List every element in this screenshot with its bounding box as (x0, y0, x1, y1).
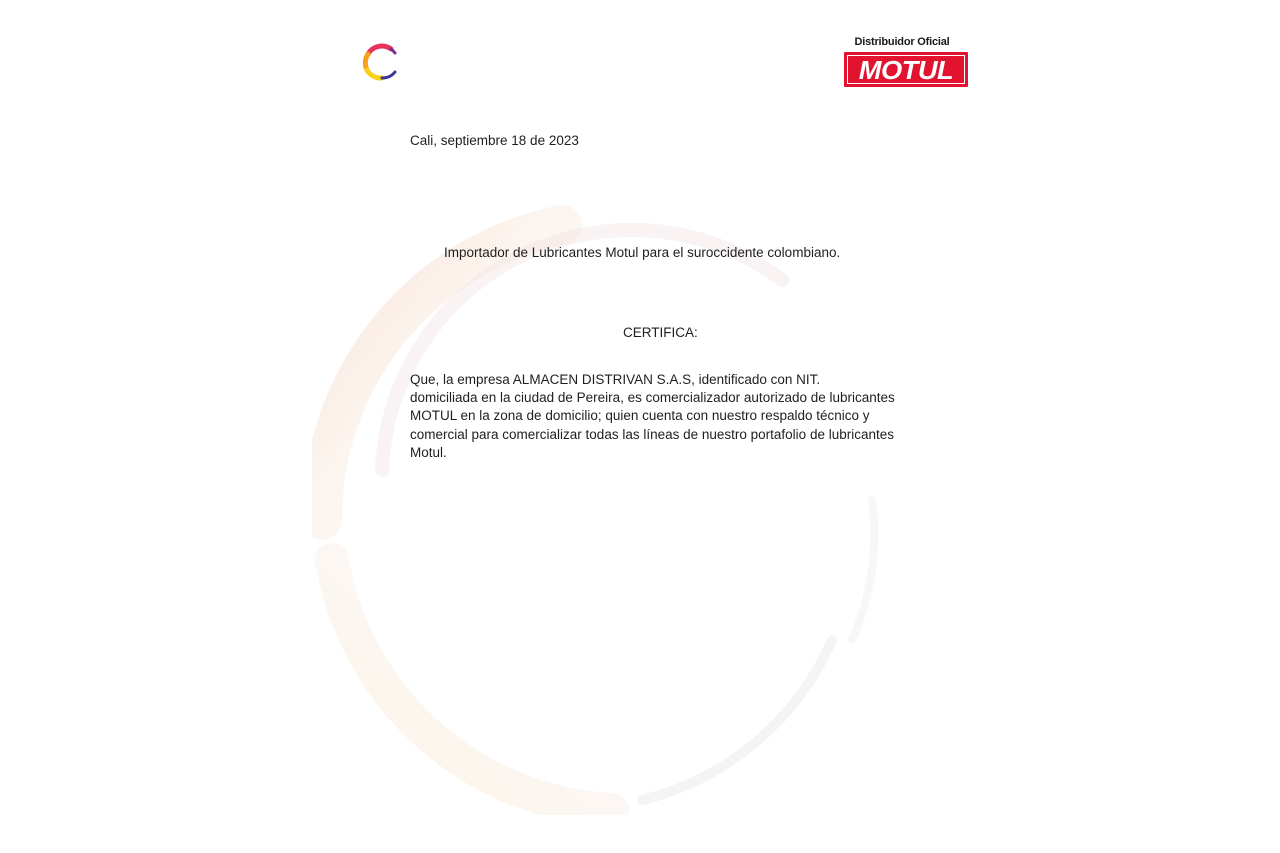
letter-page (312, 0, 968, 815)
letter-date: Cali, septiembre 18 de 2023 (410, 133, 579, 148)
certifica-heading: CERTIFICA: (623, 325, 698, 340)
body-line: comercial para comercializar todas las líneas de nuestro portafolio de lubricantes (410, 426, 894, 442)
badge-caption: Distribuidor Oficial (854, 36, 950, 48)
body-line: Motul. (410, 444, 447, 460)
body-line: Que, la empresa ALMACEN DISTRIVAN S.A.S, identificado con NIT. (410, 372, 821, 387)
motul-wordmark: MOTUL (858, 54, 954, 85)
body-line: domiciliada en la ciudad de Pereira, es comercializador autorizado de lubricantes (410, 390, 895, 406)
body-line: MOTUL en la zona de domicilio; quien cuenta con nuestro respaldo técnico y (410, 408, 870, 424)
motul-logo (844, 52, 968, 87)
certification-body (410, 371, 930, 462)
importer-line: Importador de Lubricantes Motul para el suroccidente colombiano. (444, 245, 841, 260)
circular-ring-logo-icon (360, 40, 402, 84)
motul-distributor-badge (842, 36, 968, 90)
